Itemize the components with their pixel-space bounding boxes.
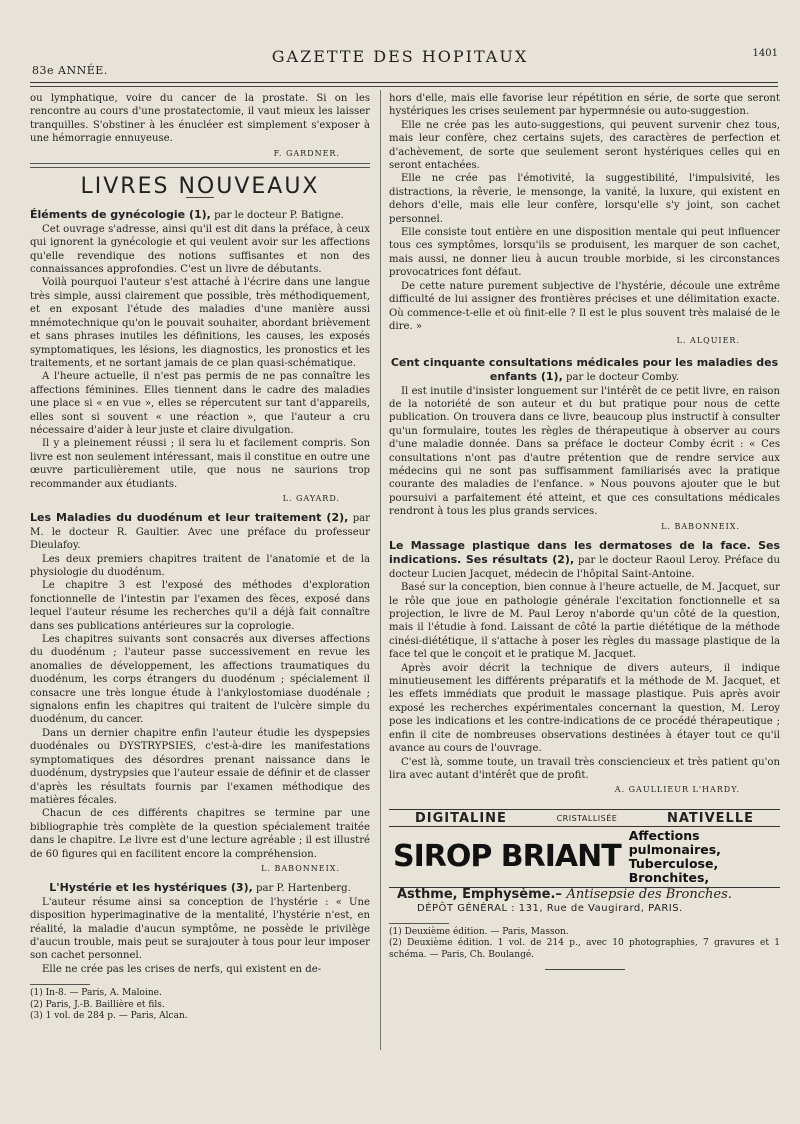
review-paragraph: Basé sur la conception, bien connue à l'heure actuelle, de M. Jacquet, sur le rôle que joue en pathologie générale l'excitation fonctionnelle et sa projection, le livre de M. Paul Leroy n'aborde qu'un côté de la question, mais il l'étudie à fond. Laissant de côté la partie diététique de la méthode cinési-diététique, il s'attache à poser les règles du massage plastique de la face tel que le conçoit et le pratique M. Jacquet. <box>389 582 780 661</box>
section-title: LIVRES NOUVEAUX <box>80 174 320 200</box>
review-title: Éléments de gynécologie (1), <box>30 208 211 222</box>
ad-digitaline-banner <box>389 812 780 825</box>
ad-line: Tuberculose, Bronchites, <box>628 856 719 886</box>
left-column <box>30 92 370 1022</box>
review-hysterie <box>30 881 370 976</box>
review-gynecologie <box>30 208 370 505</box>
intro-paragraph: ou lymphatique, voire du cancer de la prostate. Si on les rencontre au cours d'une prostatectomie, il vaut mieux les laisser tranquilles. S'obstiner à les énucléer est simplement s'exposer à une hémorragie ennuyeuse. <box>30 93 370 145</box>
review-title: Les Maladies du duodénum et leur traitement (2), <box>30 511 349 525</box>
ad-word: NATIVELLE <box>666 810 754 826</box>
footnote: (2) Paris, J.-B. Baillière et fils. <box>30 999 165 1010</box>
review-paragraph: Dans un dernier chapitre enfin l'auteur étudie les dyspepsies duodénales ou DYSTRYPSIES, c'est-à-dire les manifestations symptomatiques des désordres prenant naissance dans le duodénum, dystrypsies que l'auteur essaie de définir et de classer d'après les résultats fournis par l'examen méthodique des matières fécales. <box>30 727 370 806</box>
review-paragraph: Il y a pleinement réussi ; il sera lu et facilement compris. Son livre est non seulement intéressant, mais il constitue en outre une œuvre particulièrement utile, que nous ne saurions trop recommander aux étudiants. <box>30 438 370 490</box>
right-column <box>389 92 780 970</box>
review-paragraph: Chacun de ces différents chapitres se termine par une bibliographie très complète de la question spécialement traitée dans le chapitre. Le livre est d'une lecture agréable ; il est illustré de 60 figures qui en facilitent encore la compréhension. <box>30 808 370 860</box>
ad-word: CRISTALLISÉE <box>556 813 618 823</box>
footnotes-left <box>30 988 370 1022</box>
review-consultations <box>389 356 780 533</box>
review-paragraph: Le chapitre 3 est l'exposé des méthodes d'exploration fonctionnelle de l'intestin par l'examen des fèces, exposé dans lequel l'auteur résume les recherches qu'il a déjà fait connaître dans ses publications antérieures sur la coprologie. <box>30 580 370 632</box>
year-label: 83e ANNÉE. <box>32 64 108 77</box>
separator <box>30 167 370 168</box>
review-author: par le docteur P. Batigne. <box>214 210 344 222</box>
review-signature: L. GAYARD. <box>282 493 340 503</box>
review-paragraph: Les chapitres suivants sont consacrés aux diverses affections du duodénum ; l'auteur passe successivement en revue les anomalies de développement, les affections traumatiques du duodénum, les corps étrangers du duodénum ; spécialement il consacre une très longue étude à l'ankylostomiase duodénale ; signalons enfin les chapitres qui traitent de l'ulcère simple du duodénum, du cancer. <box>30 634 370 726</box>
masthead-title: GAZETTE DES HOPITAUX <box>271 47 529 66</box>
column-divider <box>380 90 381 1050</box>
review-signature: L. BABONNEIX. <box>661 521 740 531</box>
review-massage <box>389 539 780 797</box>
intro-signature: F. GARDNER. <box>273 148 340 158</box>
review-paragraph: Elle ne crée pas les auto-suggestions, qui peuvent survenir chez tous, mais leur confère, chez certains sujets, des caractères de perfection et d'achèvement, de sorte que seulement seront hystériques celles qui en seront entachées. <box>389 119 780 172</box>
review-duodenum <box>30 511 370 875</box>
review-paragraph: Après avoir décrit la technique de divers auteurs, il indique minutieusement les différents préparatifs et la méthode de M. Jacquet, et les effets immédiats que produit le massage plastique. Puis après avoir exposé les recherches expérimentales concernant la question, M. Leroy pose les indications et les contre-indications de ce procédé thérapeutique ; enfin il cite de nombreuses observations destinées à étayer tout ce qu'il avance au cours de l'ouvrage. <box>389 662 780 755</box>
review-signature: L. ALQUIER. <box>676 336 740 346</box>
review-title: Cent cinquante consultations médicales pour les maladies des enfants (1), <box>390 355 779 384</box>
footnote: (3) 1 vol. de 284 p. — Paris, Alcan. <box>30 1011 188 1021</box>
advertisement <box>389 809 780 915</box>
review-paragraph: Voilà pourquoi l'auteur s'est attaché à l'écrire dans une langue très simple, aussi clairement que possible, très méthodiquement, et en exposant l'étude des maladies d'une manière aussi mnémotechnique qu'on le pouvait souhaiter, abordant brièvement et sans phrases inutiles les définitions, les causes, les exposés symptomatiques, les lésions, les diagnostics, les pronostics et les traitements, et ne sortant jamais de ce plan quasi-schématique. <box>30 277 370 369</box>
ad-word: DIGITALINE <box>415 810 507 826</box>
review-paragraph: L'auteur résume ainsi sa conception de l'hystérie : « Une disposition hyperimaginative de la mentalité, l'hystérie n'est, en réalité, la maladie d'aucun symptôme, ne possède le privilège d'aucun trouble, mais peut se surajouter à tous pour leur imposer son cachet personnel. <box>30 896 370 962</box>
review-author: par M. le docteur R. Gaultier. Avec une préface du professeur Dieulafoy. <box>30 513 370 552</box>
review-paragraph: Il est inutile d'insister longuement sur l'intérêt de ce petit livre, en raison de la notoriété de son auteur et du but pratique pour nous de cette publication. On trouvera dans ce livre, beaucoup plus instructif à consulter qu'un formulaire, toutes les règles de thérapeutique à observer au cours d'une maladie donnée. Dans sa préface le docteur Comby écrit : « Ces consultations n'ont pas d'autre prétention que de rendre service aux médecins qui ne sont pas suffisamment familiarisés avec la pratique courante des maladies de l'enfance. » Nous pouvons ajouter que le but poursuivi a parfaitement été atteint, et que ces consultations médicales rendront à tous les plus grands services. <box>389 385 780 518</box>
review-paragraph: Cet ouvrage s'adresse, ainsi qu'il est dit dans la préface, à ceux qui ignorent la gynécologie et qui veulent avoir sur les affections qu'elle revendique des notions suffisantes et non des connaissances approfondies. C'est un livre de débutants. <box>30 223 370 276</box>
review-author: par le docteur Raoul Leroy. Préface du docteur Lucien Jacquet, médecin de l'hôpital Saint-Antoine. <box>389 555 780 580</box>
review-paragraph: hors d'elle, mais elle favorise leur répétition en série, de sorte que seront hystériques les crises seulement par hypermnésie ou auto-suggestion. <box>389 93 780 118</box>
review-paragraph: De cette nature purement subjective de l'hystérie, découle une extrême difficulté de lui assigner des frontières précises et une délimitation exacte. Où commence-t-elle et où finit-elle ? Il est le plus souvent très malaisé de le dire. » <box>389 280 780 332</box>
end-rule <box>545 969 625 970</box>
header-rule-thin <box>30 86 778 87</box>
review-author: par P. Hartenberg. <box>256 883 351 895</box>
header-rule <box>30 82 778 83</box>
review-title: Le Massage plastique dans les dermatoses de la face. Ses indications. Ses résultats (2), <box>389 539 780 567</box>
review-signature: L. BABONNEIX. <box>261 863 340 873</box>
ad-line-italic: Antisepsie des Bronches. <box>566 887 732 903</box>
page-number: 1401 <box>752 48 778 59</box>
review-paragraph: A l'heure actuelle, il n'est pas permis de ne pas connaître les affections féminines. Elles tiennent dans le cadre des maladies une place si « en vue », elles se répercutent sur tant d'appareils, elles sont si souvent « une réaction », que l'auteur a cru nécessaire d'aider à leur juste et claire divulgation. <box>30 371 370 436</box>
ad-indications <box>629 829 780 885</box>
ad-brand: SIROP BRIANT <box>393 839 621 875</box>
footnote: (2) Deuxième édition. 1 vol. de 214 p., avec 10 photographies, 7 gravures et 1 schéma. — Paris, Ch. Boulangé. <box>389 938 780 960</box>
ad-sirop-briant <box>389 826 780 888</box>
review-paragraph: Les deux premiers chapitres traitent de l'anatomie et de la physiologie du duodénum. <box>30 553 370 578</box>
footnote: (1) Deuxième édition. — Paris, Masson. <box>389 926 569 937</box>
footnote: (1) In-8. — Paris, A. Maloine. <box>30 988 162 999</box>
ad-line: Asthme, Emphysème.– Antisepsie des Bronches. <box>397 887 732 903</box>
review-signature: A. GAULLIEUR L'HARDY. <box>614 785 740 795</box>
separator <box>30 163 370 164</box>
review-paragraph: Elle ne crée pas l'émotivité, la suggestibilité, l'impulsivité, les distractions, la rêverie, le mensonge, la vanité, la luxure, qui existent en dehors d'elle, mais elle leur confère, lorsqu'elle s'y joint, son cachet personnel. <box>389 173 780 225</box>
review-title: L'Hystérie et les hystériques (3), <box>49 881 253 895</box>
footnote-rule <box>30 984 90 985</box>
ad-line: Affections pulmonaires, <box>628 828 721 858</box>
footnotes-right <box>389 927 780 961</box>
footnote-rule <box>389 923 449 924</box>
review-paragraph: Elle consiste tout entière en une disposition mentale qui peut influencer tous ces symptômes, lorsqu'ils se produisent, les marquer de son cachet, mais aussi, ne donner lieu à aucun trouble morbide, si les circonstances provocatrices font défaut. <box>389 227 780 279</box>
ad-depot: DÉPÔT GÉNÉRAL : 131, Rue de Vaugirard, PARIS. <box>417 902 683 914</box>
review-author: par le docteur Comby. <box>565 372 680 384</box>
review-paragraph: C'est là, somme toute, un travail très consciencieux et très patient qu'on lira avec autant d'intérêt que de profit. <box>389 756 780 781</box>
review-paragraph: Elle ne crée pas les crises de nerfs, qui existent en de- <box>42 963 322 975</box>
